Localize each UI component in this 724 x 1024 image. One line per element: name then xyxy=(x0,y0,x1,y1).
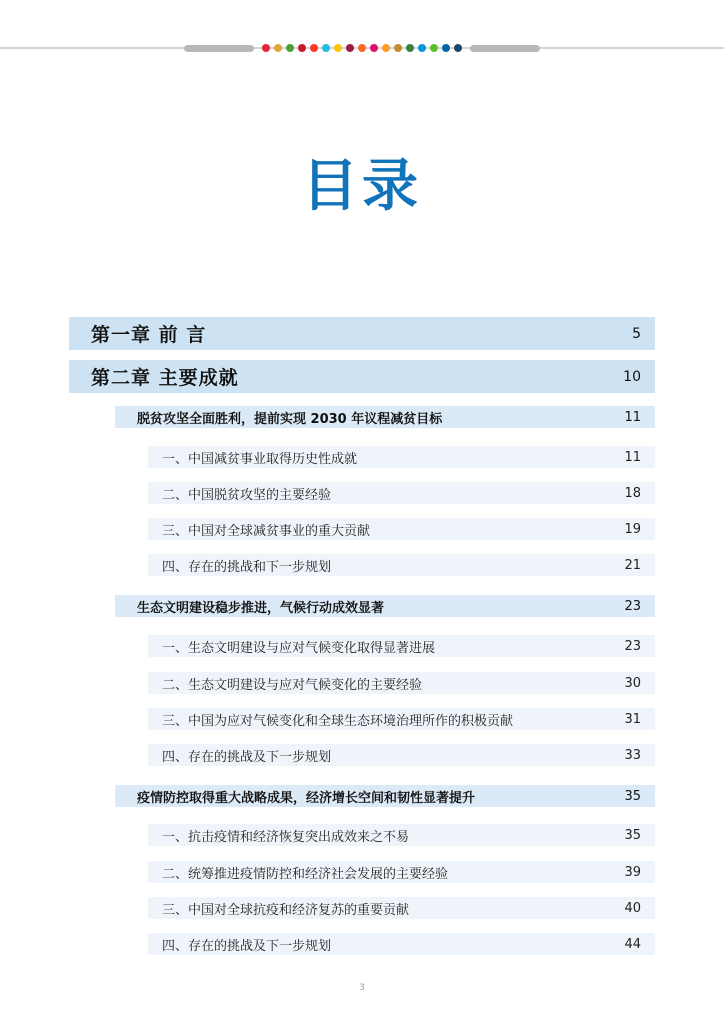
toc-item-page: 44 xyxy=(624,936,641,952)
toc-item[interactable] xyxy=(148,518,655,540)
color-dot xyxy=(346,44,354,52)
toc-section-3[interactable] xyxy=(115,785,655,807)
color-dot xyxy=(370,44,378,52)
page-number: 3 xyxy=(359,983,365,993)
toc-item[interactable] xyxy=(148,446,655,468)
toc-item-page: 30 xyxy=(624,675,641,691)
toc-item-label: 三、中国对全球减贫事业的重大贡献 xyxy=(162,523,371,539)
toc-item-page: 40 xyxy=(624,900,641,916)
toc-item[interactable] xyxy=(148,824,655,846)
toc-section-page: 35 xyxy=(624,788,641,804)
toc-item-label: 一、中国减贫事业取得历史性成就 xyxy=(162,451,358,467)
page-title: 目录 xyxy=(302,154,422,219)
toc-chapter-label: 第二章 主要成就 xyxy=(91,367,239,389)
toc-item-page: 35 xyxy=(624,827,641,843)
toc-section-1[interactable] xyxy=(115,406,655,428)
color-dot xyxy=(286,44,294,52)
left-pill xyxy=(184,45,254,52)
color-dot xyxy=(358,44,366,52)
toc-item-page: 21 xyxy=(624,557,641,573)
color-dot xyxy=(418,44,426,52)
color-dot xyxy=(382,44,390,52)
toc-section-2[interactable] xyxy=(115,595,655,617)
toc-chapter-1[interactable] xyxy=(69,317,655,350)
color-dot xyxy=(406,44,414,52)
toc-item-label: 四、存在的挑战及下一步规划 xyxy=(162,749,332,765)
toc-item-label: 二、生态文明建设与应对气候变化的主要经验 xyxy=(162,677,423,693)
toc-item[interactable] xyxy=(148,933,655,955)
toc-item-page: 33 xyxy=(624,747,641,763)
right-pill xyxy=(470,45,540,52)
toc-item[interactable] xyxy=(148,708,655,730)
toc-chapter-2[interactable] xyxy=(69,360,655,393)
toc-chapter-page: 10 xyxy=(623,368,641,385)
toc-item-page: 11 xyxy=(624,449,641,465)
toc-item[interactable] xyxy=(148,482,655,504)
toc-item-page: 18 xyxy=(624,485,641,501)
toc-item-label: 四、存在的挑战及下一步规划 xyxy=(162,938,332,954)
toc-item-page: 19 xyxy=(624,521,641,537)
toc-chapter-page: 5 xyxy=(632,325,641,342)
toc-section-label: 生态文明建设稳步推进，气候行动成效显著 xyxy=(137,600,385,616)
toc-item-page: 39 xyxy=(624,864,641,880)
toc-section-label: 脱贫攻坚全面胜利，提前实现 2030 年议程减贫目标 xyxy=(137,411,443,427)
toc-item-label: 三、中国为应对气候变化和全球生态环境治理所作的积极贡献 xyxy=(162,713,514,729)
sdg-color-dots xyxy=(260,44,464,52)
color-dot xyxy=(274,44,282,52)
toc-item[interactable] xyxy=(148,861,655,883)
toc-item-label: 一、抗击疫情和经济恢复突出成效来之不易 xyxy=(162,829,410,845)
color-dot xyxy=(262,44,270,52)
color-dot xyxy=(454,44,462,52)
color-dot xyxy=(322,44,330,52)
color-dot xyxy=(298,44,306,52)
toc-chapter-label: 第一章 前 言 xyxy=(91,324,207,346)
toc-section-page: 11 xyxy=(624,409,641,425)
toc-item[interactable] xyxy=(148,897,655,919)
toc-item-label: 二、中国脱贫攻坚的主要经验 xyxy=(162,487,332,503)
toc-item-page: 23 xyxy=(624,638,641,654)
toc-item[interactable] xyxy=(148,744,655,766)
toc-item-label: 三、中国对全球抗疫和经济复苏的重要贡献 xyxy=(162,902,410,918)
toc-item-label: 四、存在的挑战和下一步规划 xyxy=(162,559,332,575)
toc-item[interactable] xyxy=(148,554,655,576)
color-dot xyxy=(442,44,450,52)
color-dot xyxy=(334,44,342,52)
toc-section-page: 23 xyxy=(624,598,641,614)
toc-item-label: 二、统筹推进疫情防控和经济社会发展的主要经验 xyxy=(162,866,449,882)
toc-item-label: 一、生态文明建设与应对气候变化取得显著进展 xyxy=(162,640,436,656)
color-dot xyxy=(394,44,402,52)
toc-item-page: 31 xyxy=(624,711,641,727)
toc-item[interactable] xyxy=(148,635,655,657)
top-decoration xyxy=(0,42,724,54)
toc-item[interactable] xyxy=(148,672,655,694)
color-dot xyxy=(310,44,318,52)
toc-section-label: 疫情防控取得重大战略成果，经济增长空间和韧性显著提升 xyxy=(137,790,476,806)
color-dot xyxy=(430,44,438,52)
